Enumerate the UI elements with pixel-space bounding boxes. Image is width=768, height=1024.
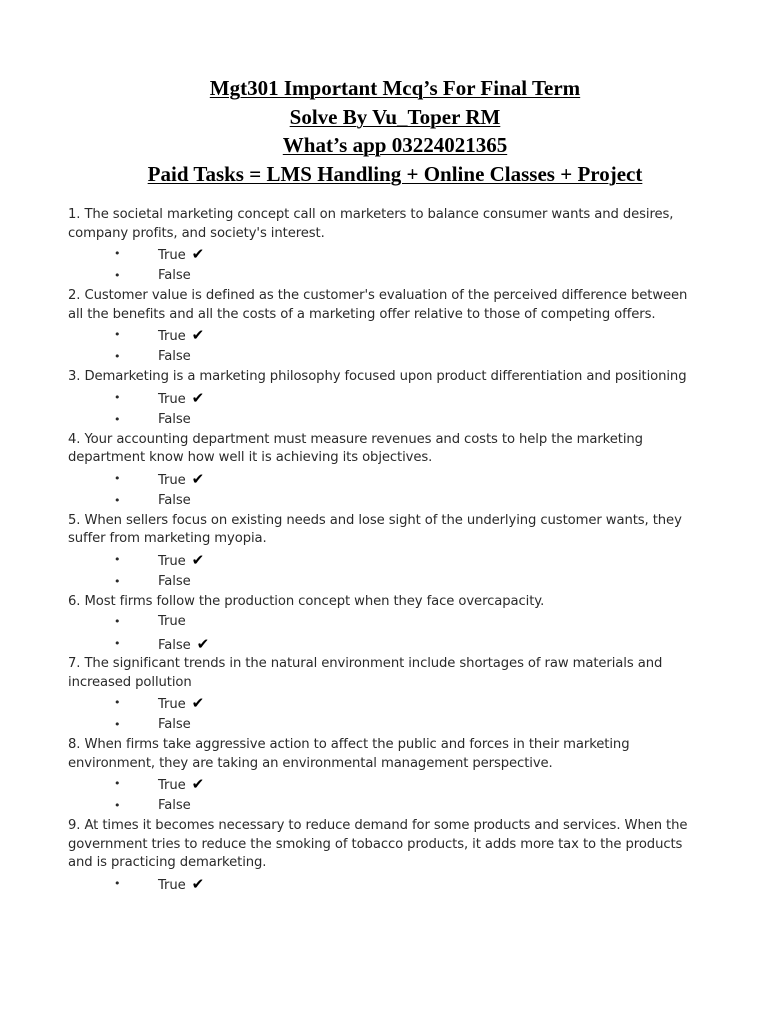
answer-label: True [158,248,186,263]
answer-label: True [158,778,186,793]
answer-option [68,243,698,265]
bullet-icon: • [114,696,121,709]
checkmark-icon: ✔ [191,245,205,263]
title-line: Mgt301 Important Mcq’s For Final Term [209,76,581,100]
bullet-icon: • [114,552,121,566]
checkmark-icon: ✔ [191,874,205,893]
question-item [68,736,698,817]
checkmark-icon: ✔ [191,326,205,344]
document-header [0,74,768,188]
bullet-icon: • [114,328,121,341]
answer-label: False [158,798,191,813]
answer-label: False [158,349,191,364]
checkmark-icon: ✔ [191,694,205,712]
answer-option [68,409,698,431]
checkmark-icon: ✔ [196,635,210,653]
answer-label: True [158,877,186,893]
question-text: 2. Customer value is defined as the customer's evaluation of the perceived difference between all the benefits and all the costs of a marketing offer relative to those of competing offers. [68,288,688,322]
answer-option [68,324,698,346]
question-text: 9. At times it becomes necessary to reduce demand for some products and services. When the government tries to reduce the smoking of tobacco products, it adds more tax to the products and is practicing demarketing. [68,818,688,870]
bullet-icon: • [114,247,121,260]
paid-tasks-line: Paid Tasks = LMS Handling + Online Classes + Project [147,161,643,186]
bullet-icon: • [114,615,121,628]
answer-label: False [158,411,191,427]
question-text: 1. The societal marketing concept call on marketers to balance consumer wants and desires, company profits, and society's interest. [68,207,674,241]
answer-option [68,571,698,593]
answer-label: True [158,697,186,712]
answer-option [68,387,698,409]
answer-label: True [158,614,186,629]
question-text: 8. When firms take aggressive action to affect the public and forces in their marketing environment, they are taking an environmental management perspective. [68,737,630,771]
question-item [68,655,698,736]
checkmark-icon: ✔ [191,775,205,793]
answer-label: True [158,472,186,488]
checkmark-icon: ✔ [191,469,205,488]
answer-option [68,490,698,512]
answer-option [68,795,698,817]
question-item [68,593,698,656]
answer-label: False [158,268,191,283]
answer-option [68,468,698,490]
bullet-icon: • [114,471,121,485]
question-item [68,206,698,287]
answer-label: True [158,391,186,407]
bullet-icon: • [114,269,121,282]
bullet-icon: • [114,350,121,363]
answer-label: False [158,638,191,653]
bullet-icon: • [114,718,121,731]
answer-option [68,633,698,655]
bullet-icon: • [114,876,121,890]
question-item [68,817,698,895]
question-item [68,368,698,431]
author-line: Solve By Vu_Toper RM [289,104,501,129]
bullet-icon: • [114,412,121,426]
answer-option [68,611,698,633]
question-item [68,431,698,512]
checkmark-icon: ✔ [191,550,205,569]
question-list [68,206,698,895]
answer-option [68,692,698,714]
bullet-icon: • [114,777,121,790]
answer-option [68,346,698,368]
answer-option [68,873,698,895]
bullet-icon: • [114,799,121,812]
bullet-icon: • [114,637,121,650]
answer-label: True [158,329,186,344]
answer-label: True [158,553,186,569]
bullet-icon: • [114,574,121,588]
answer-option [68,714,698,736]
question-text: 7. The significant trends in the natural environment include shortages of raw materials and increased pollution [68,656,663,690]
answer-option [68,773,698,795]
checkmark-icon: ✔ [191,388,205,407]
answer-label: False [158,573,191,589]
bullet-icon: • [114,390,121,404]
answer-label: False [158,717,191,732]
question-text: 5. When sellers focus on existing needs and lose sight of the underlying customer wants, they suffer from marketing myopia. [68,512,682,546]
contact-line: What’s app 03224021365 [282,133,508,157]
question-text: 4. Your accounting department must measure revenues and costs to help the marketing department know how well it is achieving its objectives. [68,431,643,465]
question-item [68,512,698,593]
question-text: 3. Demarketing is a marketing philosophy focused upon product differentiation and positioning [68,369,687,384]
answer-option [68,549,698,571]
answer-option [68,265,698,287]
bullet-icon: • [114,493,121,507]
answer-label: False [158,492,191,508]
question-text: 6. Most firms follow the production concept when they face overcapacity. [68,593,545,609]
question-item [68,287,698,368]
